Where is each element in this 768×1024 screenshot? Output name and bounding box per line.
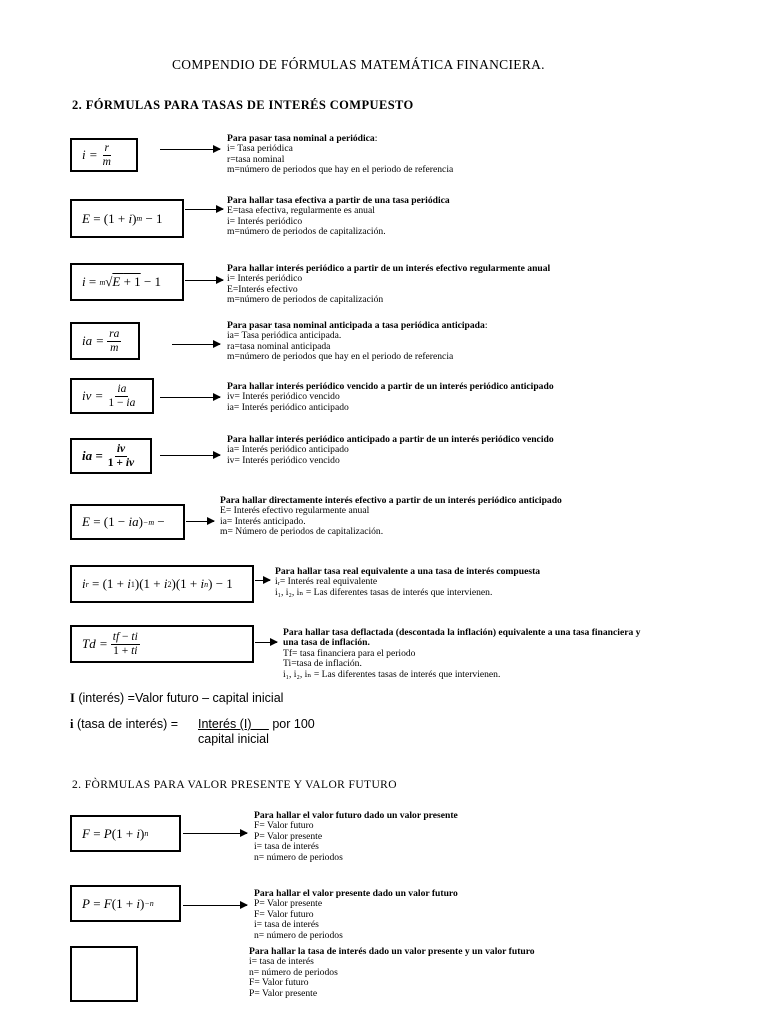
arrow-icon xyxy=(172,344,220,345)
formula-vencido-from-anticipado: iv = $\frac{ia}{1 - ia}$ xyxy=(70,378,154,414)
description-block: Para pasar tasa nominal a periódica: i= Tasa periódica r=tasa nominal m=número de periodos que hay en el periodo de referencia xyxy=(227,133,454,176)
description-block: Para hallar el valor presente dado un valor futuro P= Valor presente F= Valor futuro i= tasa de interés n= número de periodos xyxy=(254,888,458,941)
description-block: Para pasar tasa nominal anticipada a tasa periódica anticipada: ia= Tasa periódica anticipada. ra=tasa nominal anticipada m=número de periodos que hay en el periodo de referencia xyxy=(227,320,488,363)
description-block: Para hallar directamente interés efectivo a partir de un interés periódico anticipado E= Interés efectivo regularmente anual ia= Interés anticipado. m= Número de periodos de capitalización. xyxy=(220,495,562,538)
formula-anticipado-from-vencido: ia = $\frac{iv}{1 + iv}$ xyxy=(70,438,152,474)
formula-periodic-from-effective: i = m √ E + 1 − 1 xyxy=(70,263,184,301)
description-block: Para hallar interés periódico vencido a partir de un interés periódico anticipado iv= Interés periódico vencido ia= Interés periódico anticipado xyxy=(227,381,554,413)
formula-real-equivalent: i r = (1 + i 1 )(1 + i 2 )(1 + i n ) − 1 xyxy=(70,565,254,603)
tasa-fraction-denominator: capital inicial xyxy=(198,732,269,746)
arrow-icon xyxy=(160,149,220,150)
arrow-icon xyxy=(160,455,220,456)
description-block: Para hallar la tasa de interés dado un valor presente y un valor futuro i= tasa de interés n= número de periodos F= Valor futuro P= Valor presente xyxy=(249,946,535,999)
tasa-definition: i (tasa de interés) = xyxy=(70,717,179,731)
formula-nominal-to-periodic: i = $\frac{r}{m}$ xyxy=(70,138,138,172)
arrow-icon xyxy=(255,580,270,581)
formula-present-value: P = F (1 + i ) −n xyxy=(70,885,181,922)
description-block: Para hallar tasa real equivalente a una tasa de interés compuesta iᵣ= Interés real equivalente i₁, i₂, iₙ = Las diferentes tasas de interés que intervienen. xyxy=(275,566,541,598)
description-block: Para hallar tasa efectiva a partir de una tasa periódica E=tasa efectiva, regularmente es anual i= Interés periódico m=número de periodos de capitalización. xyxy=(227,195,450,238)
document-title: COMPENDIO DE FÓRMULAS MATEMÁTICA FINANCIERA. xyxy=(172,57,545,72)
arrow-icon xyxy=(183,833,247,834)
formula-interest-rate-empty xyxy=(70,946,138,1002)
description-block: Para hallar interés periódico anticipado a partir de un interés periódico vencido ia= Interés periódico anticipado iv= Interés periódico vencido xyxy=(227,434,554,466)
description-block: Para hallar interés periódico a partir de un interés efectivo regularmente anual i= Interés periódico E=Interés efectivo m=número de periodos de capitalización xyxy=(227,263,551,306)
arrow-icon xyxy=(185,280,223,281)
tasa-fraction-numerator: Interés (I) por 100 xyxy=(198,717,315,731)
formula-effective-rate: E = (1 + i ) m − 1 xyxy=(70,199,184,238)
arrow-icon xyxy=(185,209,223,210)
interes-definition: I (interés) =Valor futuro – capital inicial xyxy=(70,691,284,705)
formula-effective-from-anticipado: E = (1 − ia ) −m − xyxy=(70,504,185,540)
formula-nominal-anticipated: ia = $\frac{ra}{m}$ xyxy=(70,322,140,360)
formula-future-value: F = P (1 + i ) n xyxy=(70,815,181,852)
arrow-icon xyxy=(186,521,214,522)
section-heading-tasas: 2. FÓRMULAS PARA TASAS DE INTERÉS COMPUESTO xyxy=(72,98,414,112)
arrow-icon xyxy=(255,642,277,643)
description-block: Para hallar tasa deflactada (descontada la inflación) equivalente a una tasa financiera y una tasa de inflación. Tf= tasa financiera para el periodo Ti=tasa de inflación. i₁, i₂, iₙ = Las diferentes tasas de interés que intervienen. xyxy=(283,627,641,680)
formula-deflated-rate: Td = $\frac{tf - ti}{1 + ti}$ xyxy=(70,625,254,663)
arrow-icon xyxy=(183,905,247,906)
arrow-icon xyxy=(160,397,220,398)
section-heading-valor: 2. FÒRMULAS PARA VALOR PRESENTE Y VALOR FUTURO xyxy=(72,779,397,791)
description-block: Para hallar el valor futuro dado un valor presente F= Valor futuro P= Valor presente i= tasa de interés n= número de periodos xyxy=(254,810,458,863)
